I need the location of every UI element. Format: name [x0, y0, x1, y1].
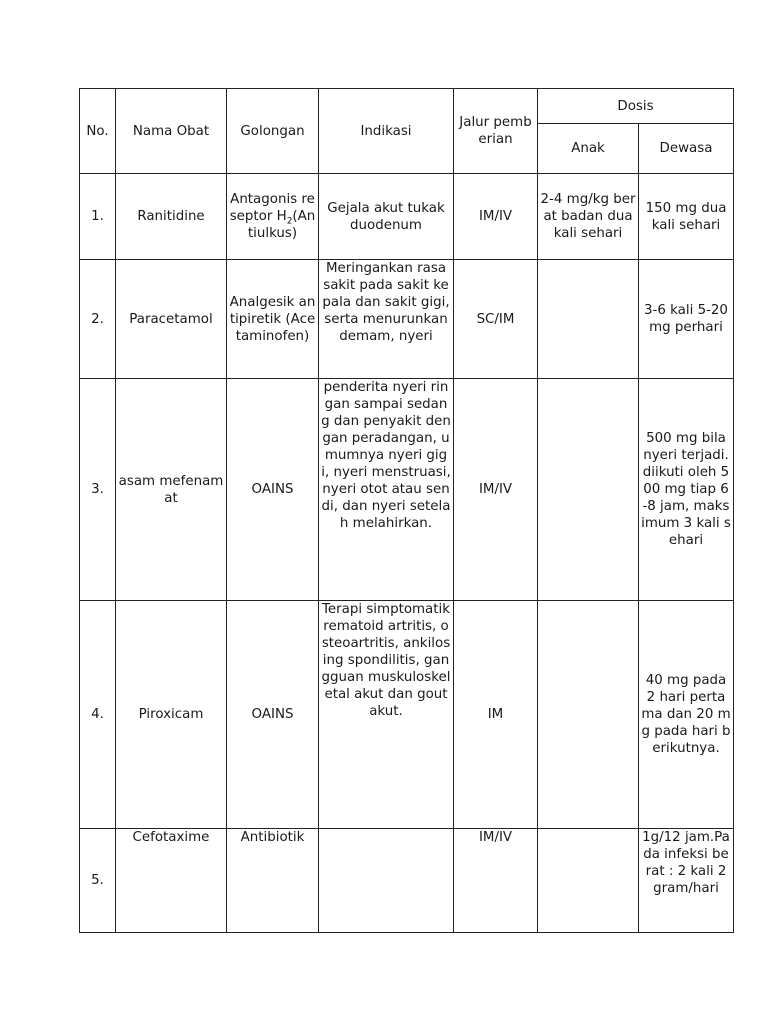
header-jalur-pemberian: Jalur pemberian	[454, 89, 538, 174]
header-row-1	[80, 89, 734, 124]
cell-indikasi: Gejala akut tukak duodenum	[319, 174, 454, 260]
cell-jalur: IM/IV	[454, 829, 538, 933]
cell-golongan: Analgesik antipiretik (Acetaminofen)	[227, 260, 319, 379]
cell-golongan: OAINS	[227, 379, 319, 601]
header-dewasa: Dewasa	[639, 124, 734, 174]
cell-dosis-dewasa: 40 mg pada 2 hari pertama dan 20 mg pada hari berikutnya.	[639, 601, 734, 829]
header-nama-obat: Nama Obat	[116, 89, 227, 174]
header-no: No.	[80, 89, 116, 174]
cell-golongan: OAINS	[227, 601, 319, 829]
header-anak: Anak	[538, 124, 639, 174]
cell-dosis-anak: 2-4 mg/kg berat badan dua kali sehari	[538, 174, 639, 260]
table-row	[80, 174, 734, 260]
cell-golongan	[227, 174, 319, 260]
cell-jalur: IM/IV	[454, 379, 538, 601]
cell-dosis-anak	[538, 829, 639, 933]
cell-no: 5.	[80, 829, 116, 933]
cell-nama-obat: Piroxicam	[116, 601, 227, 829]
indikasi-text: Meringankan rasa sakit pada sakit kepala dan sakit gigi, serta menurunkan demam, nyeri	[322, 261, 450, 344]
cell-no: 2.	[80, 260, 116, 379]
cell-indikasi: Terapi simptomatik rematoid artritis, osteoartritis, ankilosing spondilitis, gangguan muskuloskeletal akut dan gout akut.	[319, 601, 454, 829]
cell-dosis-anak	[538, 260, 639, 379]
indikasi-clip	[321, 260, 451, 378]
cell-dosis-anak	[538, 601, 639, 829]
cell-golongan: Antibiotik	[227, 829, 319, 933]
cell-nama-obat: Cefotaxime	[116, 829, 227, 933]
cell-dosis-dewasa: 150 mg dua kali sehari	[639, 174, 734, 260]
cell-jalur: SC/IM	[454, 260, 538, 379]
table-row	[80, 379, 734, 601]
cell-indikasi	[319, 829, 454, 933]
cell-dosis-dewasa: 500 mg bila nyeri terjadi. diikuti oleh 500 mg tiap 6-8 jam, maksimum 3 kali sehari	[639, 379, 734, 601]
header-dosis: Dosis	[538, 89, 734, 124]
golongan-text-suffix: (Antiulkus)	[247, 209, 316, 241]
cell-indikasi	[319, 260, 454, 379]
cell-dosis-dewasa: 1g/12 jam.Pada infeksi berat : 2 kali 2 gram/hari	[639, 829, 734, 933]
table-row	[80, 829, 734, 933]
cell-dosis-anak	[538, 379, 639, 601]
table-row	[80, 601, 734, 829]
cell-nama-obat: Paracetamol	[116, 260, 227, 379]
cell-jalur: IM/IV	[454, 174, 538, 260]
cell-no: 1.	[80, 174, 116, 260]
drug-table	[79, 88, 734, 933]
cell-nama-obat: asam mefenamat	[116, 379, 227, 601]
cell-dosis-dewasa: 3-6 kali 5-20 mg perhari	[639, 260, 734, 379]
cell-indikasi: penderita nyeri ringan sampai sedang dan penyakit dengan peradangan, umumnya nyeri gigi, nyeri menstruasi, nyeri otot atau sendi, dan nyeri setelah melahirkan.	[319, 379, 454, 601]
golongan-text: Antagonis reseptor H	[229, 192, 315, 224]
cell-nama-obat: Ranitidine	[116, 174, 227, 260]
table-row	[80, 260, 734, 379]
header-golongan: Golongan	[227, 89, 319, 174]
cell-no: 4.	[80, 601, 116, 829]
cell-jalur: IM	[454, 601, 538, 829]
golongan-subscript: 2	[286, 216, 293, 227]
header-indikasi: Indikasi	[319, 89, 454, 174]
cell-no: 3.	[80, 379, 116, 601]
